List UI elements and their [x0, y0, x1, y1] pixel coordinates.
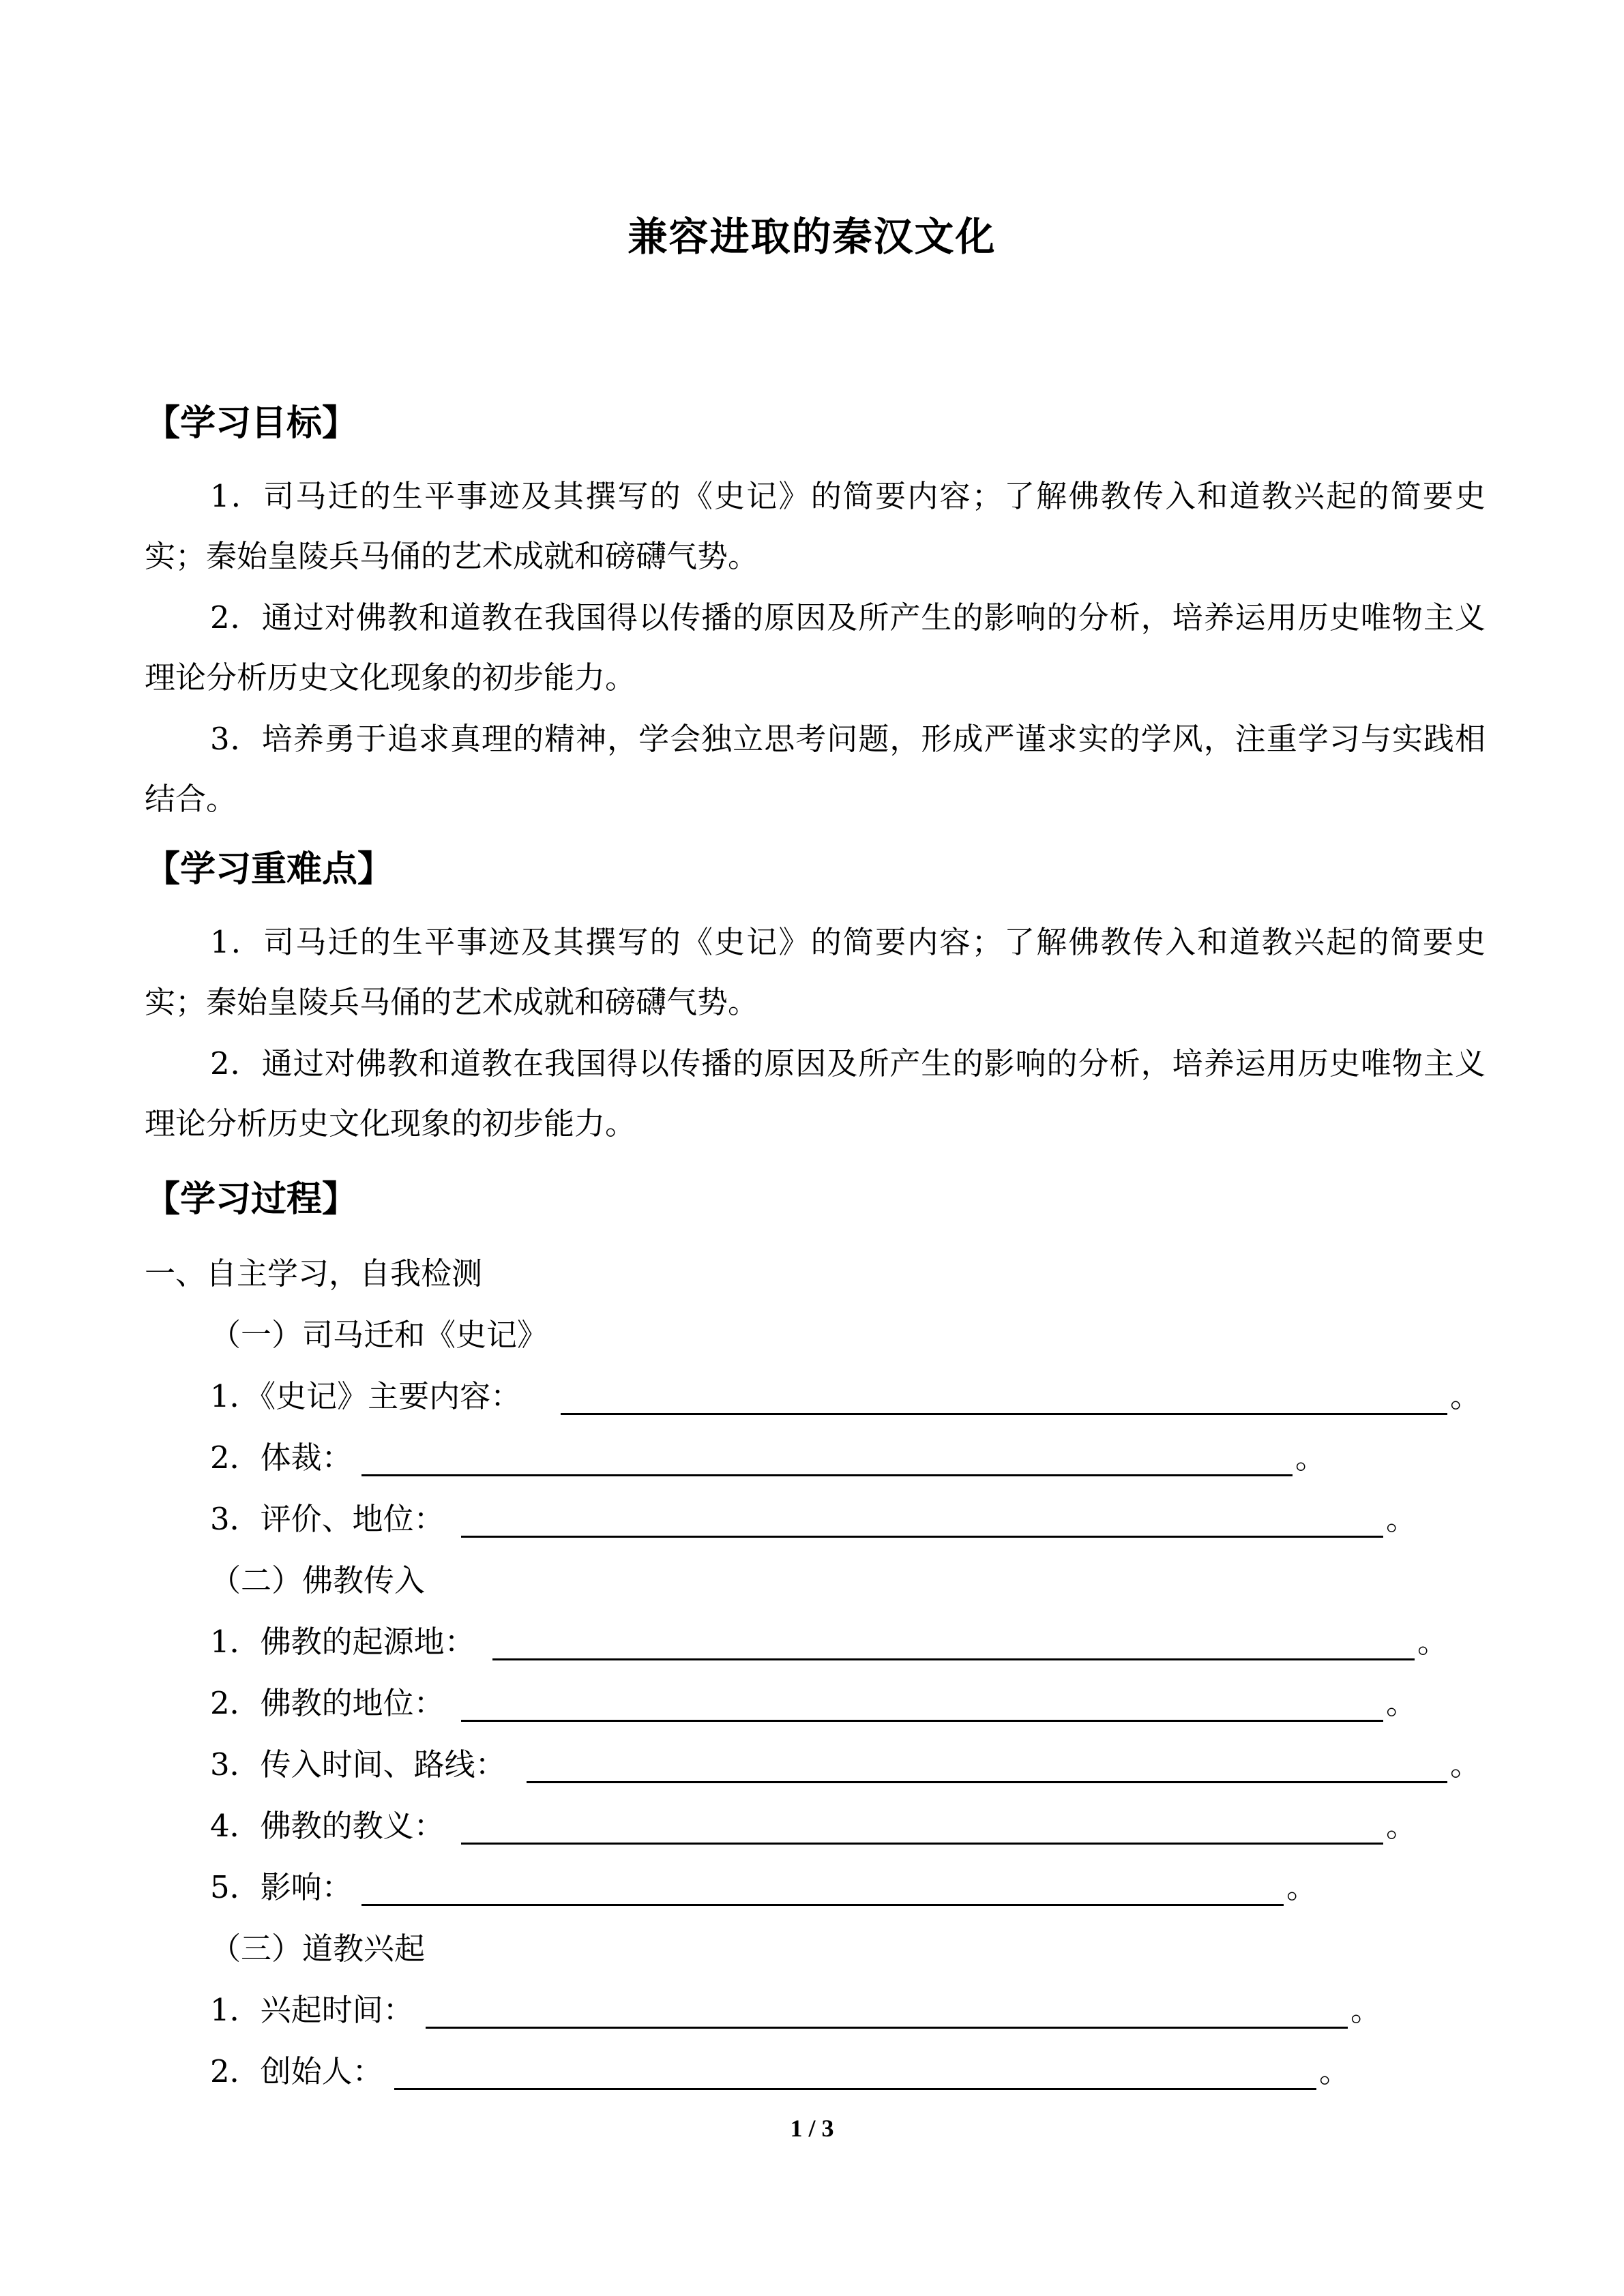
sub3-item-2-label: 2．创始人： [210, 2053, 383, 2089]
sub1-item-1-label: 1．《史记》主要内容： [210, 1378, 522, 1414]
sub2-item-5-end: 。 [1286, 1869, 1318, 1905]
objective-item-1: 1．司马迁的生平事迹及其撰写的《史记》的简要内容；了解佛教传入和道教兴起的简要史实；秦始皇陵兵马俑的艺术成就和磅礴气势。 [145, 478, 1486, 574]
sub1-item-3-blank[interactable] [461, 1536, 1383, 1538]
sub2-item-1-end: 。 [1417, 1624, 1449, 1660]
sub3-item-2-blank[interactable] [394, 2088, 1316, 2090]
objective-item-2: 2．通过对佛教和道教在我国得以传播的原因及所产生的影响的分析，培养运用历史唯物主义理论分析历史文化现象的初步能力。 [145, 599, 1486, 696]
objectives-heading: 【学习目标】 [145, 403, 358, 444]
process-heading: 【学习过程】 [145, 1179, 358, 1220]
sub2-item-1-label: 1．佛教的起源地： [210, 1624, 475, 1660]
sub2-item-1-blank[interactable] [492, 1658, 1415, 1660]
sub2-item-4-blank[interactable] [461, 1843, 1383, 1845]
sub2-item-2-label: 2．佛教的地位： [210, 1685, 445, 1721]
sub3-item-1-label: 1．兴起时间： [210, 1992, 414, 2028]
sub3-item-1-blank[interactable] [426, 2027, 1348, 2029]
sub2-item-3-label: 3．传入时间、路线： [210, 1746, 506, 1783]
key-points-heading: 【学习重难点】 [145, 849, 394, 890]
sub2-item-2-end: 。 [1386, 1685, 1417, 1721]
sub1-item-3-end: 。 [1386, 1501, 1417, 1537]
sub2-item-3-blank[interactable] [527, 1781, 1447, 1783]
subsection-3-title: （三）道教兴起 [210, 1930, 426, 1967]
subsection-2-title: （二）佛教传入 [210, 1562, 426, 1598]
sub1-item-2-blank[interactable] [361, 1474, 1293, 1476]
sub2-item-2-blank[interactable] [461, 1720, 1383, 1722]
page-number: 1 / 3 [790, 2115, 834, 2142]
sub2-item-4-label: 4．佛教的教义： [210, 1808, 445, 1844]
part1-title: 一、自主学习，自我检测 [145, 1255, 483, 1292]
document-title: 兼容进取的秦汉文化 [628, 213, 996, 260]
sub1-item-1-blank[interactable] [561, 1413, 1447, 1415]
sub2-item-3-end: 。 [1450, 1746, 1481, 1783]
subsection-1-title: （一）司马迁和《史记》 [210, 1317, 548, 1353]
sub2-item-5-label: 5．影响： [210, 1869, 353, 1905]
objective-item-3: 3．培养勇于追求真理的精神，学会独立思考问题，形成严谨求实的学风，注重学习与实践相结合。 [145, 721, 1486, 817]
sub2-item-5-blank[interactable] [361, 1904, 1284, 1906]
sub3-item-2-end: 。 [1319, 2053, 1350, 2089]
sub1-item-2-label: 2．体裁： [210, 1440, 353, 1476]
key-point-item-1: 1．司马迁的生平事迹及其撰写的《史记》的简要内容；了解佛教传入和道教兴起的简要史实；秦始皇陵兵马俑的艺术成就和磅礴气势。 [145, 924, 1486, 1020]
key-point-item-2: 2．通过对佛教和道教在我国得以传播的原因及所产生的影响的分析，培养运用历史唯物主义理论分析历史文化现象的初步能力。 [145, 1045, 1486, 1142]
sub1-item-3-label: 3．评价、地位： [210, 1501, 445, 1537]
sub1-item-1-end: 。 [1450, 1378, 1481, 1414]
sub3-item-1-end: 。 [1350, 1992, 1382, 2028]
sub1-item-2-end: 。 [1295, 1440, 1327, 1476]
sub2-item-4-end: 。 [1386, 1808, 1417, 1844]
